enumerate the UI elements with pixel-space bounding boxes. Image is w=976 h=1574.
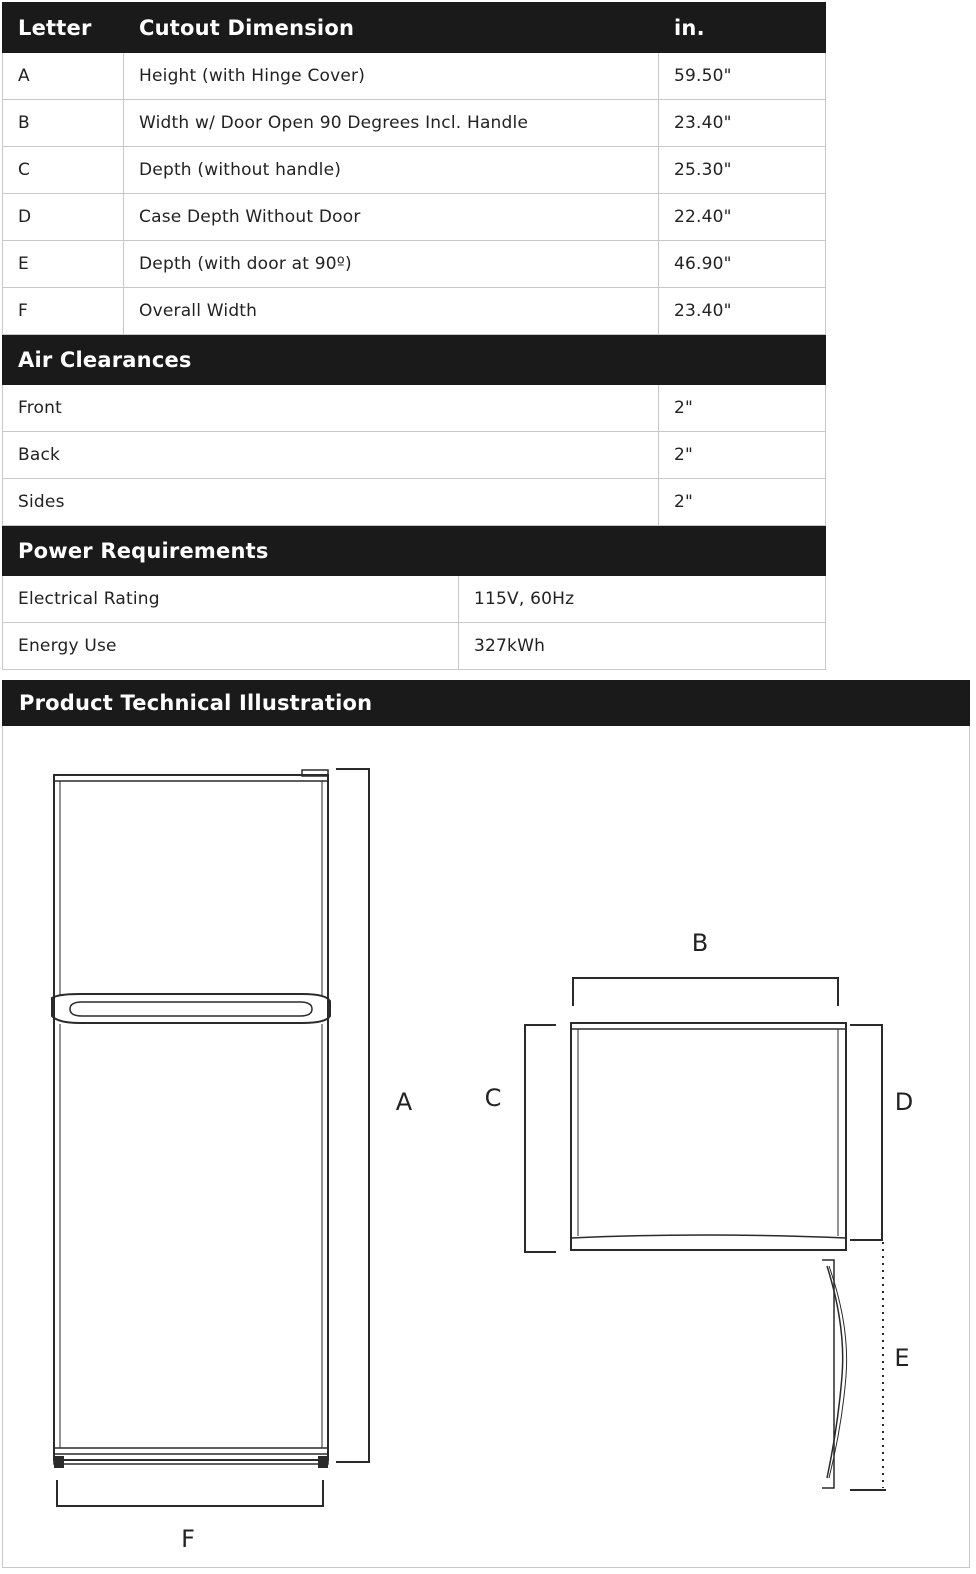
dimension-f-line xyxy=(57,1480,323,1506)
label-c: C xyxy=(484,1084,502,1112)
fridge-body xyxy=(54,775,328,1460)
table-row xyxy=(3,623,826,670)
dimension-c-line xyxy=(525,1025,556,1252)
power-value: 115V, 60Hz xyxy=(459,576,826,623)
row-dimension: Case Depth Without Door xyxy=(124,194,659,241)
row-value: 22.40" xyxy=(659,194,826,241)
table-row xyxy=(3,385,826,432)
label-d: D xyxy=(894,1088,914,1116)
power-label: Energy Use xyxy=(3,623,459,670)
air-value: 2" xyxy=(659,385,826,432)
air-label: Front xyxy=(3,385,659,432)
row-value: 23.40" xyxy=(659,100,826,147)
table-row xyxy=(3,576,826,623)
table-row xyxy=(3,53,826,100)
illustration-title: Product Technical Illustration xyxy=(2,680,970,726)
row-dimension: Width w/ Door Open 90 Degrees Incl. Handle xyxy=(124,100,659,147)
dimension-b-line xyxy=(573,978,838,1006)
air-value: 2" xyxy=(659,432,826,479)
label-b: B xyxy=(691,929,709,957)
row-dimension: Height (with Hinge Cover) xyxy=(124,53,659,100)
dimension-a-line xyxy=(336,769,369,1462)
unit-header: in. xyxy=(659,3,826,53)
row-letter: A xyxy=(3,53,124,100)
dimension-d-line xyxy=(850,1025,882,1240)
air-label: Sides xyxy=(3,479,659,526)
power-value: 327kWh xyxy=(459,623,826,670)
power-requirements-header-row xyxy=(3,526,826,576)
row-letter: D xyxy=(3,194,124,241)
table-row xyxy=(3,194,826,241)
table-row xyxy=(3,432,826,479)
air-value: 2" xyxy=(659,479,826,526)
row-letter: B xyxy=(3,100,124,147)
label-e: E xyxy=(894,1344,910,1372)
table-row xyxy=(3,288,826,335)
table-row xyxy=(3,100,826,147)
top-view xyxy=(525,978,886,1490)
row-value: 59.50" xyxy=(659,53,826,100)
door-handle xyxy=(52,994,330,1023)
air-clearances-header-row xyxy=(3,335,826,385)
technical-illustration xyxy=(0,726,976,1574)
case-top-view xyxy=(571,1023,846,1250)
label-a: A xyxy=(395,1088,413,1116)
row-letter: E xyxy=(3,241,124,288)
power-label: Electrical Rating xyxy=(3,576,459,623)
table-row xyxy=(3,147,826,194)
row-value: 46.90" xyxy=(659,241,826,288)
air-label: Back xyxy=(3,432,659,479)
row-letter: F xyxy=(3,288,124,335)
front-view xyxy=(52,769,369,1506)
power-requirements-title: Power Requirements xyxy=(3,526,826,576)
label-f: F xyxy=(181,1525,195,1553)
row-dimension: Overall Width xyxy=(124,288,659,335)
row-value: 25.30" xyxy=(659,147,826,194)
cutout-header-row xyxy=(3,3,826,53)
cutout-dimension-header: Cutout Dimension xyxy=(124,3,659,53)
letter-header: Letter xyxy=(3,3,124,53)
row-letter: C xyxy=(3,147,124,194)
row-dimension: Depth (without handle) xyxy=(124,147,659,194)
row-value: 23.40" xyxy=(659,288,826,335)
spec-table xyxy=(2,2,826,670)
table-row xyxy=(3,241,826,288)
air-clearances-title: Air Clearances xyxy=(3,335,826,385)
row-dimension: Depth (with door at 90º) xyxy=(124,241,659,288)
table-row xyxy=(3,479,826,526)
